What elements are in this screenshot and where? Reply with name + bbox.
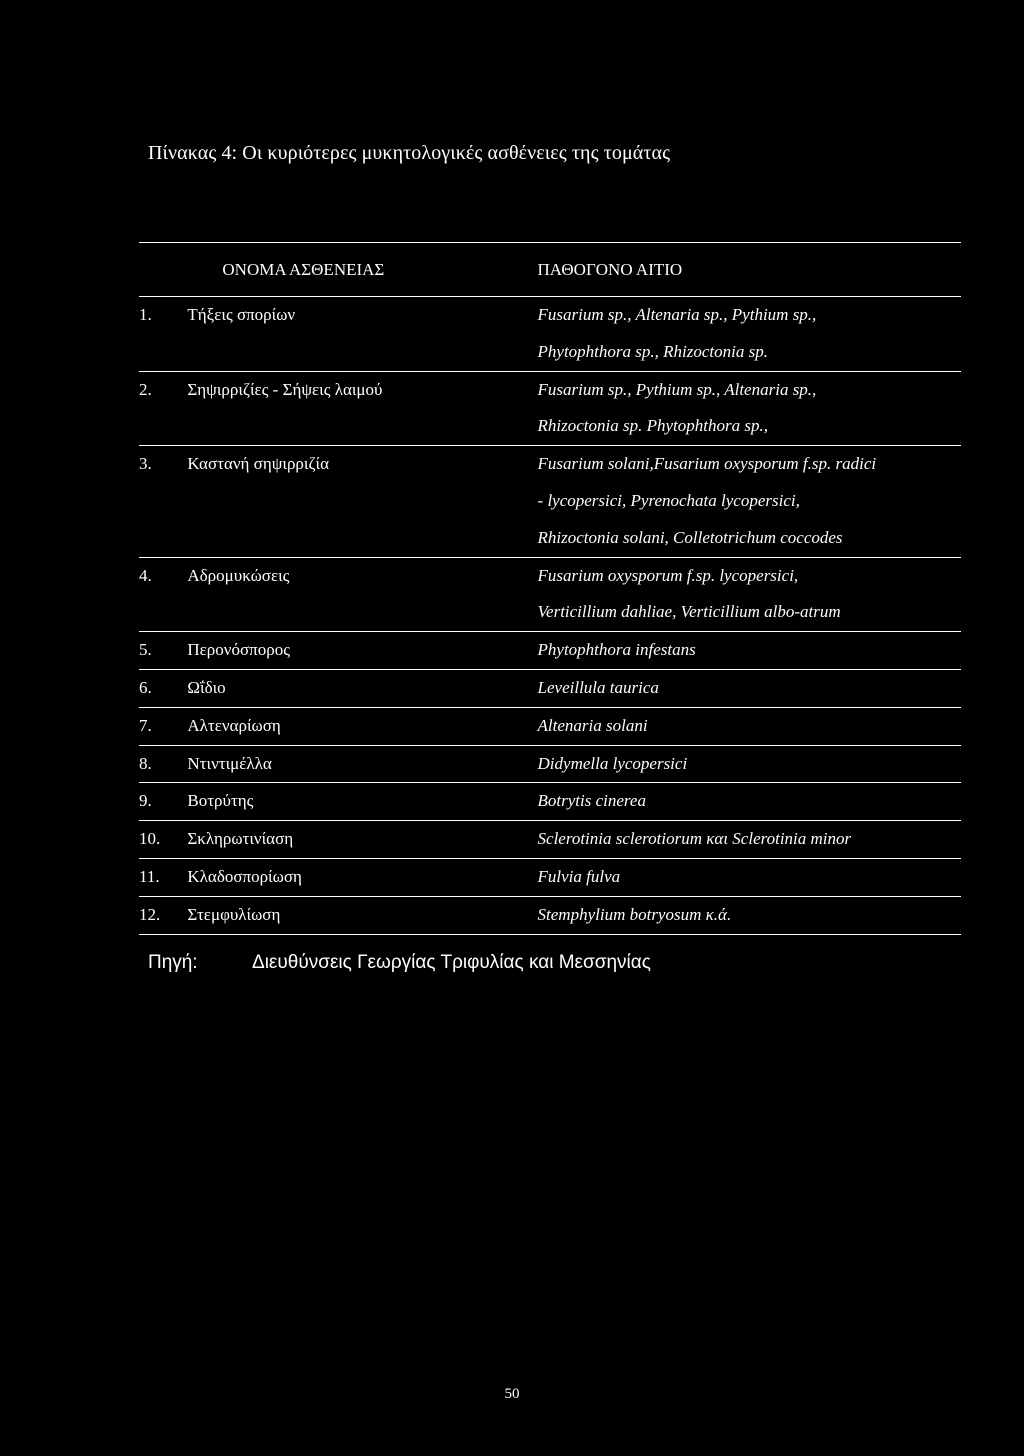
row-number: [139, 557, 187, 632]
pathogen-cell: [538, 707, 961, 745]
pathogen-line: Altenaria solani: [537, 715, 648, 735]
disease-name-cell: [187, 745, 537, 783]
table-body: [139, 297, 961, 935]
pathogen-cell: [538, 896, 961, 934]
pathogen-line: Fusarium sp., Pythium sp., Altenaria sp.,: [537, 379, 817, 399]
row-number: [139, 745, 187, 783]
row-number-text: 11.: [139, 866, 160, 886]
row-number-text: 3.: [139, 454, 152, 474]
row-number-text: 8.: [139, 753, 152, 773]
table-row: [139, 858, 961, 896]
page-title: Πίνακας 4: Οι κυριότερες μυκητολογικές ασθένειες της τομάτας: [148, 142, 671, 164]
row-number: [139, 446, 187, 557]
pathogen-line: Verticillium dahliae, Verticillium albo-atrum: [537, 602, 841, 622]
row-number: [139, 896, 187, 934]
row-number: [139, 669, 187, 707]
disease-name-cell: [187, 632, 537, 670]
disease-name-cell: [187, 821, 537, 859]
pathogen-line: Fulvia fulva: [537, 866, 621, 886]
row-number-text: 9.: [139, 791, 152, 811]
disease-name-cell: [187, 297, 537, 372]
pathogen-cell: [538, 783, 961, 821]
disease-name: Σκληρωτινίαση: [187, 829, 294, 849]
source-note: [148, 952, 651, 974]
disease-name-cell: [187, 707, 537, 745]
table-row: [139, 783, 961, 821]
table-row: [139, 896, 961, 934]
disease-name-cell: [187, 783, 537, 821]
row-number-text: 2.: [139, 379, 152, 399]
disease-name: Στεμφυλίωση: [187, 904, 281, 924]
table-row: [139, 669, 961, 707]
disease-name: Σηψιρριζίες - Σήψεις λαιμού: [187, 379, 383, 399]
disease-name: Ντιντιμέλλα: [187, 753, 272, 773]
disease-name: Περονόσπορος: [187, 640, 290, 660]
row-number-text: 10.: [139, 829, 161, 849]
row-number: [139, 821, 187, 859]
header-pathogen: ΠΑΘΟΓΟΝΟ ΑΙΤΙΟ: [537, 260, 683, 279]
table-row: [139, 297, 961, 372]
pathogen-cell: [538, 557, 961, 632]
page-number: 50: [504, 1386, 520, 1402]
disease-name-cell: [187, 371, 537, 446]
pathogen-cell: [538, 745, 961, 783]
disease-name-cell: [187, 446, 537, 557]
disease-name: Ωΐδιο: [187, 677, 226, 697]
table-header-row: [139, 243, 961, 297]
table-row: [139, 821, 961, 859]
pathogen-line: - lycopersici, Pyrenochata lycopersici,: [537, 490, 800, 510]
pathogen-line: Stemphylium botryosum κ.ά.: [537, 904, 732, 924]
row-number-text: 7.: [139, 715, 152, 735]
pathogen-cell: [538, 858, 961, 896]
row-number: [139, 297, 187, 372]
pathogen-line: Botrytis cinerea: [537, 791, 646, 811]
disease-name-cell: [187, 557, 537, 632]
row-number: [139, 371, 187, 446]
table-row: [139, 446, 961, 557]
table-row: [139, 745, 961, 783]
pathogen-line: Rhizoctonia solani, Colletotrichum coccodes: [537, 527, 843, 547]
table-row: [139, 632, 961, 670]
disease-name: Αδρομυκώσεις: [187, 565, 290, 585]
disease-name-cell: [187, 858, 537, 896]
pathogen-line: Leveillula taurica: [537, 677, 659, 697]
disease-name: Κλαδοσπορίωση: [187, 866, 302, 886]
pathogen-cell: [538, 632, 961, 670]
disease-name-cell: [187, 896, 537, 934]
disease-name: Βοτρύτης: [187, 791, 254, 811]
pathogen-line: Fusarium oxysporum f.sp. lycopersici,: [537, 565, 799, 585]
pathogen-cell: [538, 297, 961, 372]
pathogen-cell: [538, 371, 961, 446]
disease-name: Καστανή σηψιρριζία: [187, 454, 330, 474]
source-label: Πηγή:: [148, 952, 198, 973]
row-number-text: 12.: [139, 904, 161, 924]
disease-name-cell: [187, 669, 537, 707]
row-number-text: 5.: [139, 640, 152, 660]
header-num-cell: [139, 243, 187, 297]
pathogen-line: Fusarium sp., Altenaria sp., Pythium sp.,: [537, 305, 817, 324]
table-row: [139, 371, 961, 446]
pathogen-line: Sclerotinia sclerotiorum και Sclerotinia minor: [537, 829, 852, 849]
pathogen-cell: [538, 669, 961, 707]
row-number-text: 6.: [139, 677, 152, 697]
pathogen-line: Phytophthora infestans: [537, 640, 696, 660]
pathogen-line: Phytophthora sp., Rhizoctonia sp.: [537, 341, 768, 361]
pathogen-cell: [538, 446, 961, 557]
disease-name: Τήξεις σπορίων: [187, 305, 296, 324]
row-number: [139, 858, 187, 896]
row-number: [139, 632, 187, 670]
source-text: Διευθύνσεις Γεωργίας Τριφυλίας και Μεσσηνίας: [252, 952, 651, 973]
pathogen-line: Rhizoctonia sp. Phytophthora sp.,: [537, 416, 768, 436]
table-row: [139, 707, 961, 745]
row-number: [139, 707, 187, 745]
table-row: [139, 557, 961, 632]
pathogen-line: Didymella lycopersici: [537, 753, 688, 773]
disease-table: [139, 242, 961, 935]
row-number-text: 1.: [139, 305, 152, 324]
pathogen-cell: [538, 821, 961, 859]
pathogen-line: Fusarium solani,Fusarium oxysporum f.sp. radici: [537, 454, 877, 474]
disease-name: Αλτεναρίωση: [187, 715, 281, 735]
header-disease: ΟΝΟΜΑ ΑΣΘΕΝΕΙΑΣ: [222, 260, 385, 279]
row-number: [139, 783, 187, 821]
row-number-text: 4.: [139, 565, 152, 585]
